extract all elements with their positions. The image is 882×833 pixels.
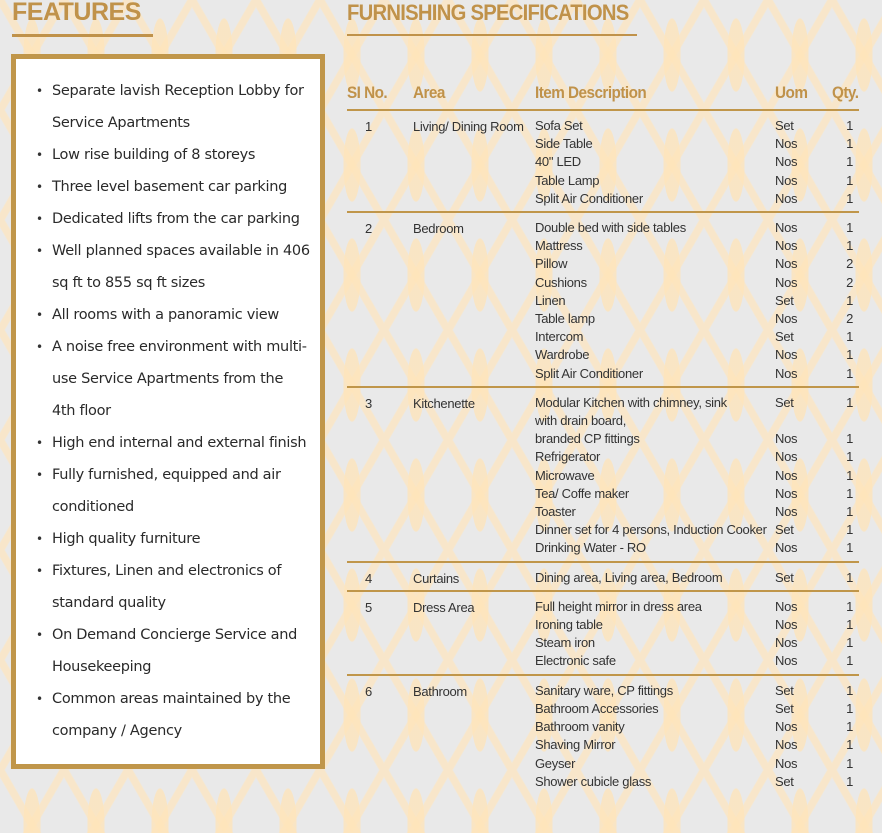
item-description: Sofa Set (535, 118, 583, 133)
item-row (535, 153, 859, 171)
items-cell (535, 569, 859, 587)
area-cell: Kitchenette (413, 395, 475, 411)
item-row (535, 448, 859, 466)
item-uom: Set (775, 682, 794, 698)
item-description: Ironing table (535, 617, 603, 633)
item-qty: 2 (846, 256, 853, 272)
item-description: Cushions (535, 274, 587, 290)
items-cell (535, 117, 859, 208)
item-uom: Nos (775, 347, 798, 363)
item-uom: Set (775, 394, 794, 410)
header-si-no: SI No. (347, 82, 388, 102)
item-uom: Nos (775, 540, 798, 556)
feature-item: • Fixtures, Linen and electronics of standard quality (36, 555, 310, 619)
item-row (535, 718, 859, 736)
item-uom: Set (775, 118, 794, 133)
table-group-row (347, 388, 859, 563)
feature-item: • All rooms with a panoramic view (36, 299, 310, 331)
item-qty: 1 (846, 635, 853, 651)
item-uom: Nos (775, 365, 798, 381)
item-uom: Set (775, 292, 794, 308)
item-uom: Nos (775, 737, 798, 753)
item-qty: 1 (846, 522, 853, 538)
si-no-cell: 5 (365, 599, 373, 615)
item-qty: 1 (846, 238, 853, 254)
item-uom: Nos (775, 172, 798, 188)
item-description: Geyser (535, 755, 576, 771)
item-row (535, 700, 859, 718)
item-qty: 1 (846, 190, 853, 206)
item-qty: 1 (846, 347, 853, 363)
item-description: Modular Kitchen with chimney, sink (535, 394, 727, 410)
item-row (535, 412, 859, 430)
item-uom: Nos (775, 238, 798, 254)
item-qty: 1 (846, 118, 853, 133)
item-description: Tea/ Coffe maker (535, 485, 629, 501)
area-cell: Dress Area (413, 599, 475, 615)
feature-item: • Low rise building of 8 storeys (36, 139, 310, 171)
item-uom: Nos (775, 274, 798, 290)
features-panel (11, 54, 325, 769)
item-description: Full height mirror in dress area (535, 598, 702, 614)
item-row (535, 634, 859, 652)
feature-item: • Well planned spaces available in 406 sq ft to 855 sq ft sizes (36, 235, 310, 299)
item-row (535, 598, 859, 616)
header-item-description: Item Description (535, 82, 647, 102)
item-row (535, 219, 859, 237)
item-uom: Nos (775, 755, 798, 771)
item-description: Intercom (535, 329, 584, 345)
items-cell (535, 219, 859, 383)
item-qty: 1 (846, 467, 853, 483)
si-no-cell: 4 (365, 570, 373, 586)
item-row (535, 237, 859, 255)
item-description: Dining area, Living area, Bedroom (535, 569, 723, 585)
item-qty: 1 (846, 504, 853, 520)
item-uom: Nos (775, 467, 798, 483)
item-qty: 1 (846, 292, 853, 308)
item-description: Wardrobe (535, 347, 590, 363)
item-row (535, 117, 859, 135)
si-no-cell: 6 (365, 683, 373, 699)
item-row (535, 346, 859, 364)
header-uom: Uom (775, 82, 808, 102)
features-heading: FEATURES (12, 0, 141, 26)
item-row (535, 652, 859, 670)
header-area: Area (413, 82, 445, 102)
si-no-cell: 3 (365, 395, 373, 411)
item-description: Split Air Conditioner (535, 365, 643, 381)
item-row (535, 135, 859, 153)
item-description: Bathroom vanity (535, 719, 625, 735)
item-row (535, 521, 859, 539)
item-uom: Set (775, 569, 794, 585)
items-cell (535, 394, 859, 558)
item-qty: 1 (846, 569, 853, 585)
item-description: Double bed with side tables (535, 220, 686, 236)
item-qty: 1 (846, 365, 853, 381)
item-row (535, 485, 859, 503)
item-description: Shower cubicle glass (535, 773, 652, 789)
item-qty: 1 (846, 653, 853, 669)
item-description: Microwave (535, 467, 595, 483)
item-uom: Set (775, 522, 794, 538)
item-row (535, 394, 859, 412)
item-row (535, 328, 859, 346)
item-qty: 2 (846, 311, 853, 327)
item-uom: Nos (775, 431, 798, 447)
item-description: Sanitary ware, CP fittings (535, 682, 673, 698)
item-qty: 1 (846, 700, 853, 716)
item-uom: Nos (775, 653, 798, 669)
item-description: Bathroom Accessories (535, 700, 659, 716)
table-group-row (347, 592, 859, 676)
item-description: Mattress (535, 238, 583, 254)
item-qty: 1 (846, 136, 853, 152)
item-row (535, 292, 859, 310)
items-cell (535, 682, 859, 791)
item-row (535, 773, 859, 791)
item-uom: Nos (775, 719, 798, 735)
item-row (535, 365, 859, 383)
area-cell: Bathroom (413, 683, 467, 699)
item-row (535, 430, 859, 448)
item-description: 40" LED (535, 154, 581, 170)
item-description: Steam iron (535, 635, 595, 651)
table-group-row (347, 213, 859, 388)
item-description: with drain board, (535, 413, 627, 429)
item-qty: 1 (846, 394, 853, 410)
furnishing-specifications-table (347, 76, 859, 794)
item-row (535, 467, 859, 485)
item-qty: 1 (846, 431, 853, 447)
item-uom: Nos (775, 136, 798, 152)
feature-item: • Separate lavish Reception Lobby for Service Apartments (36, 75, 310, 139)
item-uom: Set (775, 773, 794, 789)
item-description: Dinner set for 4 persons, Induction Cooker (535, 522, 767, 538)
item-qty: 1 (846, 154, 853, 170)
item-row (535, 755, 859, 773)
item-description: Split Air Conditioner (535, 190, 643, 206)
item-row (535, 255, 859, 273)
item-description: Refrigerator (535, 449, 601, 465)
item-description: Pillow (535, 256, 568, 272)
area-cell: Bedroom (413, 221, 464, 237)
item-qty: 1 (846, 737, 853, 753)
feature-item: • On Demand Concierge Service and Housekeeping (36, 619, 310, 683)
item-uom (775, 412, 832, 430)
item-qty: 1 (846, 682, 853, 698)
item-row (535, 274, 859, 292)
table-header (347, 76, 859, 111)
item-row (535, 503, 859, 521)
items-cell (535, 598, 859, 671)
table-body (347, 111, 859, 794)
item-qty: 1 (846, 540, 853, 556)
features-heading-underline (12, 34, 153, 37)
item-description: branded CP fittings (535, 431, 640, 447)
item-uom: Nos (775, 256, 798, 272)
item-uom: Nos (775, 154, 798, 170)
item-description: Table lamp (535, 311, 595, 327)
item-uom: Nos (775, 311, 798, 327)
feature-item: • High end internal and external finish (36, 427, 310, 459)
item-uom: Nos (775, 485, 798, 501)
si-no-cell: 1 (365, 119, 373, 134)
item-qty: 2 (846, 274, 853, 290)
item-row (535, 172, 859, 190)
item-qty: 1 (846, 329, 853, 345)
item-row (535, 736, 859, 754)
item-uom: Nos (775, 190, 798, 206)
feature-item: • Fully furnished, equipped and air conditioned (36, 459, 310, 523)
feature-item: • High quality furniture (36, 523, 310, 555)
item-qty: 1 (846, 617, 853, 633)
feature-item: • A noise free environment with multi-use Service Apartments from the 4th floor (36, 331, 310, 427)
item-row (535, 310, 859, 328)
item-row (535, 190, 859, 208)
item-qty: 1 (846, 449, 853, 465)
header-qty: Qty. (832, 82, 859, 102)
table-group-row (347, 111, 859, 213)
item-description: Toaster (535, 504, 576, 520)
item-uom: Nos (775, 220, 798, 236)
features-list (16, 59, 320, 747)
item-uom: Nos (775, 635, 798, 651)
item-uom: Nos (775, 449, 798, 465)
area-cell: Curtains (413, 570, 460, 586)
item-qty: 1 (846, 773, 853, 789)
table-group-row (347, 676, 859, 794)
item-uom: Nos (775, 504, 798, 520)
item-row (535, 539, 859, 557)
feature-item: • Common areas maintained by the company / Agency (36, 683, 310, 747)
item-description: Side Table (535, 136, 593, 152)
item-qty: 1 (846, 172, 853, 188)
item-qty: 1 (846, 755, 853, 771)
item-uom: Set (775, 700, 794, 716)
item-qty: 1 (846, 598, 853, 614)
feature-item: • Three level basement car parking (36, 171, 310, 203)
si-no-cell: 2 (365, 221, 373, 237)
item-description: Shaving Mirror (535, 737, 616, 753)
item-qty: 1 (846, 485, 853, 501)
item-description: Electronic safe (535, 653, 616, 669)
item-uom: Nos (775, 617, 798, 633)
specifications-heading-underline (347, 34, 637, 36)
item-qty (832, 412, 859, 430)
item-row (535, 682, 859, 700)
item-uom: Set (775, 329, 794, 345)
item-row (535, 616, 859, 634)
specifications-heading: FURNISHING SPECIFICATIONS (347, 0, 629, 25)
item-row (535, 569, 859, 587)
feature-item: • Dedicated lifts from the car parking (36, 203, 310, 235)
table-group-row (347, 563, 859, 592)
item-description: Drinking Water - RO (535, 540, 646, 556)
item-description: Linen (535, 292, 566, 308)
item-qty: 1 (846, 220, 853, 236)
item-uom: Nos (775, 598, 798, 614)
item-description: Table Lamp (535, 172, 600, 188)
item-qty: 1 (846, 719, 853, 735)
area-cell: Living/ Dining Room (413, 119, 524, 134)
